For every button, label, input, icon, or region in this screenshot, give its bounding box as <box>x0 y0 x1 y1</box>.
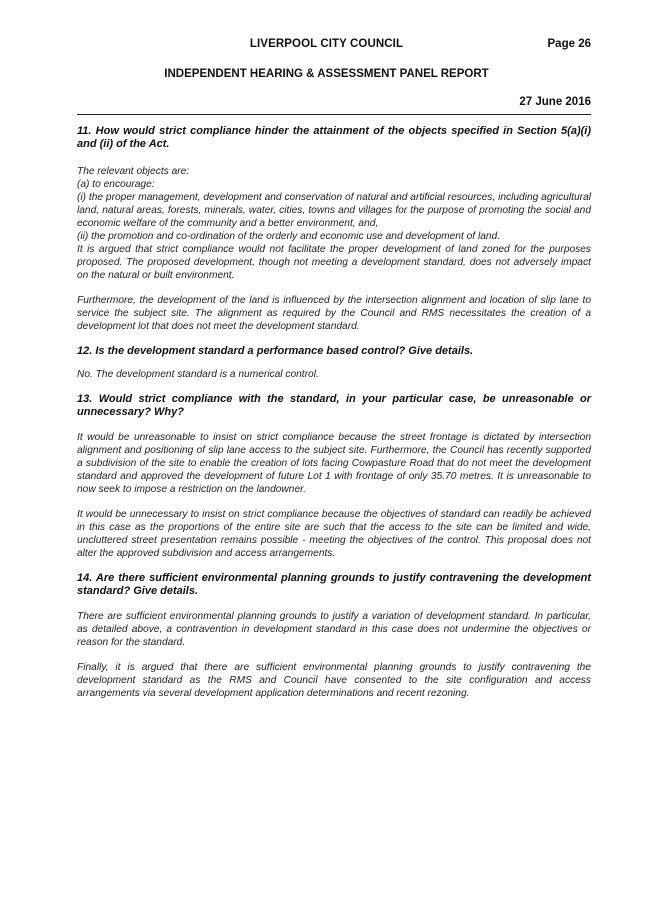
header-divider <box>77 114 591 115</box>
question-14-paragraph-1: There are sufficient environmental planning grounds to justify a variation of development standard. In particular, as detailed above, a contravention in development standard in this case does not undermine the objectives or reason for the standard. <box>77 611 591 648</box>
report-body <box>77 125 591 712</box>
answer-line: (i) the proper management, development and conservation of natural and artificial resources, including agricultural land, natural areas, forests, minerals, water, cities, towns and villages for the purpose of promoting the social and economic welfare of the community and a better environment, and, <box>77 192 591 229</box>
question-11-paragraph-2: Furthermore, the development of the land is influenced by the intersection alignment and location of slip lane to service the subject site. The alignment as required by the Council and RMS necessitates the creation of a development lot that does not meet the development standard. <box>77 295 591 332</box>
question-14-paragraph-2: Finally, it is argued that there are sufficient environmental planning grounds to justify contravening the development standard as the RMS and Council have consented to the site configuration and access arrangements via several development application determinations and recent rezoning. <box>77 662 591 699</box>
question-14: 14. Are there sufficient environmental planning grounds to justify contravening the development standard? Give details. <box>77 572 591 597</box>
answer-line: (ii) the promotion and co-ordination of the orderly and economic use and development of land. <box>77 231 501 242</box>
question-12-answer: No. The development standard is a numerical control. <box>77 369 319 380</box>
page-number: Page 26 <box>547 38 591 50</box>
question-11-answer <box>77 165 591 282</box>
answer-line: It is argued that strict compliance would not facilitate the proper development of land zoned for the purposes proposed. The proposed development, though not meeting a development standard, does not adversely impact on the natural or built environment. <box>77 244 591 281</box>
question-13-paragraph-2: It would be unnecessary to insist on strict compliance because the objectives of standard can readily be achieved in this case as the proportions of the entire site are such that the access to the site can be limited and wide, uncluttered street presentation remains possible - meeting the objectives of the control. This proposal does not alter the approved subdivision and access arrangements. <box>77 509 591 559</box>
answer-line: (a) to encourage: <box>77 179 155 190</box>
answer-line: The relevant objects are: <box>77 166 190 177</box>
question-12: 12. Is the development standard a performance based control? Give details. <box>77 345 474 357</box>
council-name: LIVERPOOL CITY COUNCIL <box>249 38 404 50</box>
question-13: 13. Would strict compliance with the standard, in your particular case, be unreasonable or unnecessary? Why? <box>77 393 591 418</box>
report-title: INDEPENDENT HEARING & ASSESSMENT PANEL REPORT <box>164 68 489 80</box>
report-date: 27 June 2016 <box>519 96 591 108</box>
question-13-paragraph-1: It would be unreasonable to insist on strict compliance because the street frontage is dictated by intersection alignment and positioning of slip lane access to the subject site. Furthermore, the Council has recently supported a subdivision of the site to enable the creation of lots facing Cowpasture Road that do not meet the development standard and approved the development of future Lot 1 with frontage of only 35.70 metres. It is unreasonable to now seek to impose a restriction on the landowner. <box>77 432 591 495</box>
question-11: 11. How would strict compliance hinder the attainment of the objects specified in Section 5(a)(i) and (ii) of the Act. <box>77 125 591 150</box>
